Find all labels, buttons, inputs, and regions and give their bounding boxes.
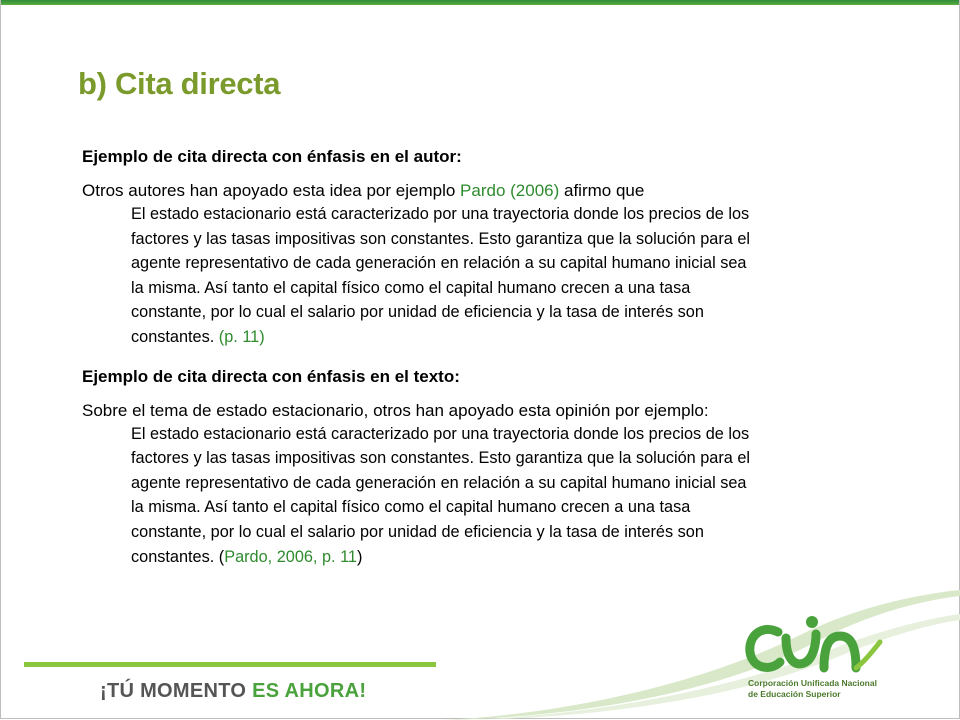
quote-line: El estado estacionario está caracterizado por una trayectoria donde los precios de los xyxy=(131,205,750,223)
page-citation: (p. 11) xyxy=(218,327,265,346)
quote-line xyxy=(131,545,892,570)
section2-block-quote xyxy=(131,422,892,570)
section1-author-citation: Pardo (2006) xyxy=(460,181,560,200)
section1-heading: Ejemplo de cita directa con énfasis en el autor: xyxy=(82,147,462,166)
org-line1: Corporación Unificada Nacional xyxy=(748,678,877,688)
top-accent-bar xyxy=(0,0,960,5)
slogan-end: ES AHORA! xyxy=(252,680,367,702)
quote-line: agente representativo de cada generación en relación a su capital humano inicial sea xyxy=(131,473,747,492)
section1-intro-start: Otros autores han apoyado esta idea por ejemplo xyxy=(82,181,461,200)
quote-line: constante, por lo cual el salario por unidad de eficiencia y la tasa de interés son xyxy=(131,303,704,322)
slide-title: b) Cita directa xyxy=(78,66,281,101)
quote-last-text: constantes. ( xyxy=(131,547,225,566)
quote-line: El estado estacionario está caracterizado por una trayectoria donde los precios de los xyxy=(131,424,750,443)
quote-line: la misma. Así tanto el capital físico como el capital humano crecen a una tasa xyxy=(131,498,691,517)
slide-content xyxy=(82,146,892,569)
org-line2: de Educación Superior xyxy=(748,689,841,699)
slogan xyxy=(100,680,366,703)
section2-heading: Ejemplo de cita directa con énfasis en el texto: xyxy=(82,366,460,386)
organization-name xyxy=(748,678,908,700)
section1-block-quote xyxy=(131,202,892,350)
section2-intro: Sobre el tema de estado estacionario, otros han apoyado esta opinión por ejemplo: xyxy=(82,400,709,420)
quote-last-text: constantes. xyxy=(131,327,219,346)
cun-logo xyxy=(740,612,900,682)
section1-intro xyxy=(82,180,892,202)
quote-line: la misma. Así tanto el capital físico como el capital humano crecen a una tasa xyxy=(131,278,691,297)
slogan-underline xyxy=(24,662,436,667)
author-date-page-citation: Pardo, 2006, p. 11 xyxy=(224,547,357,566)
quote-line: constante, por lo cual el salario por unidad de eficiencia y la tasa de interés son xyxy=(131,522,704,541)
quote-line xyxy=(131,325,892,350)
quote-line: agente representativo de cada generación en relación a su capital humano inicial sea xyxy=(131,254,747,273)
quote-line: factores y las tasas impositivas son constantes. Esto garantiza que la solución para el xyxy=(131,449,751,468)
quote-line: factores y las tasas impositivas son constantes. Esto garantiza que la solución para el xyxy=(131,229,751,248)
citation-close-paren: ) xyxy=(356,547,363,566)
slogan-start: ¡TÚ MOMENTO xyxy=(100,680,253,702)
section1-intro-end: afirmo que xyxy=(559,181,645,200)
